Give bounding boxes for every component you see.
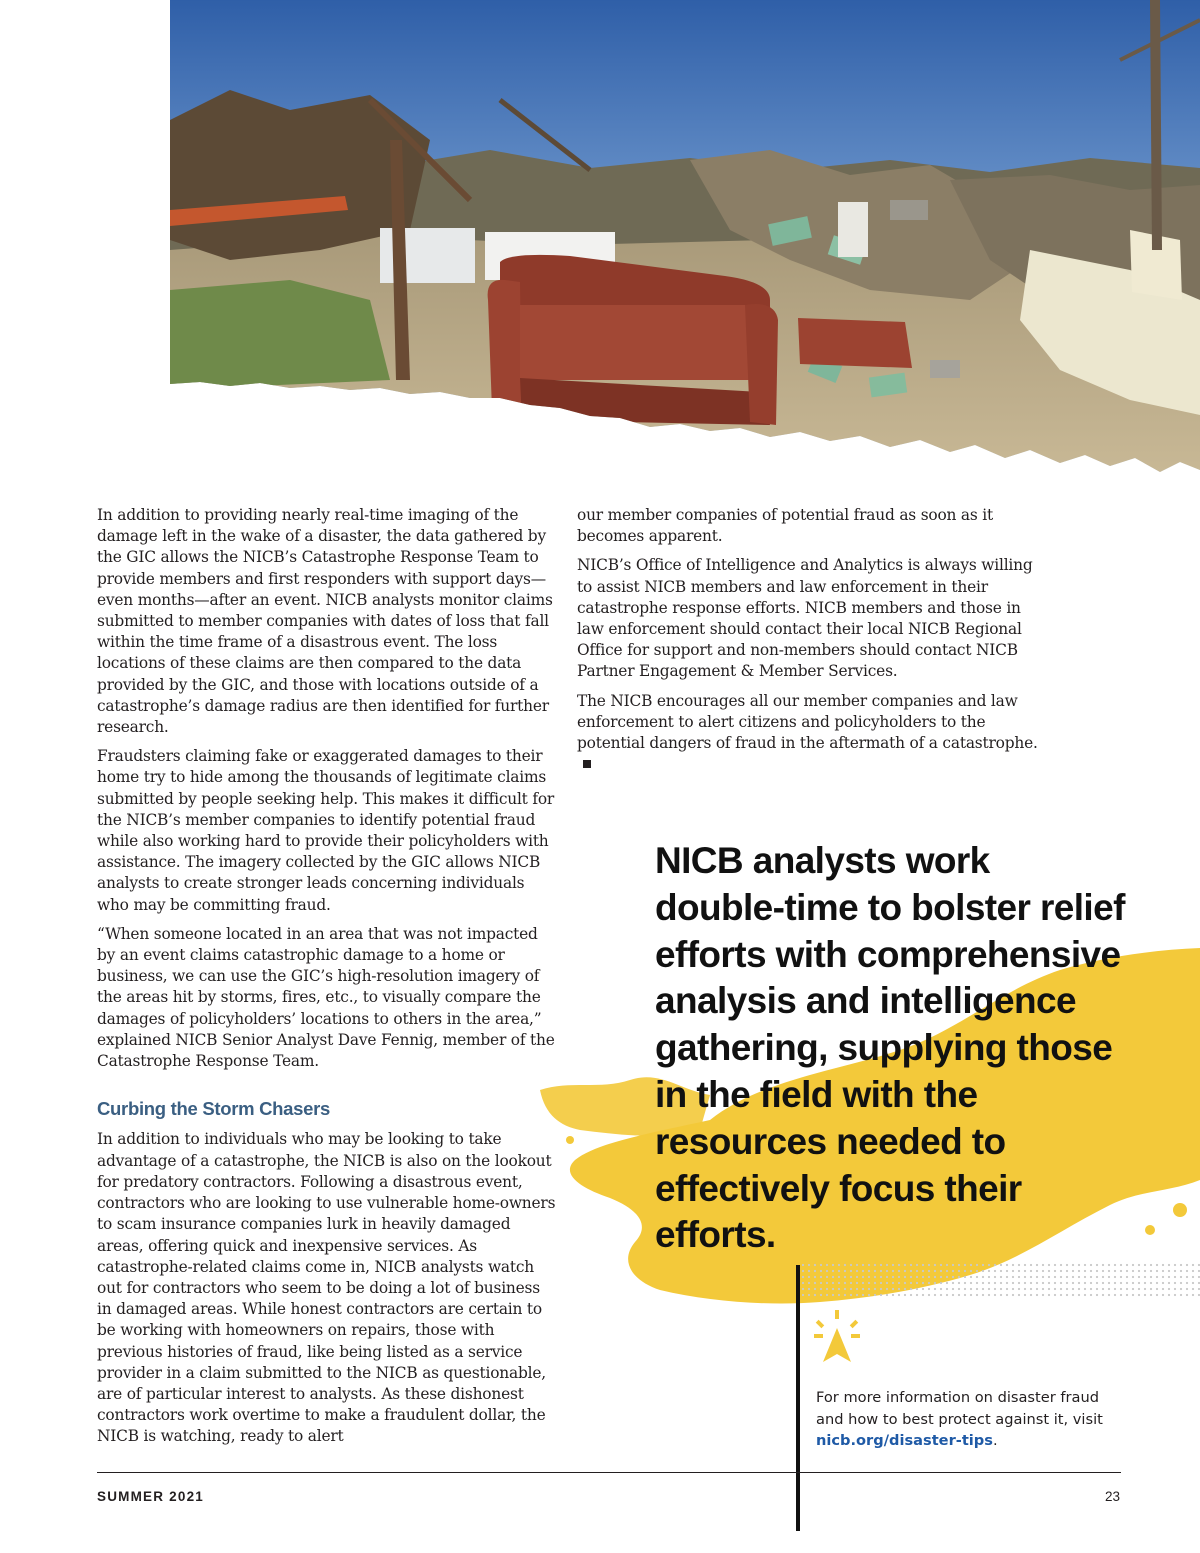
- closing-sentence: The NICB encourages all our member companies and law enforcement to alert citizens and policyholders to the potential dangers of fraud in the aftermath of a catastrophe.: [577, 691, 1038, 753]
- disaster-tips-link[interactable]: nicb.org/disaster-tips: [816, 1432, 993, 1449]
- info-box-text: [816, 1387, 1121, 1452]
- body-paragraph: NICB’s Office of Intelligence and Analytics is always willing to assist NICB members and law enforcement in their catastrophe response efforts. NICB members and those in law enforcement should contact their local NICB Regional Office for support and non-members should contact NICB Partner Engagement & Member Services.: [577, 556, 1033, 681]
- info-text-lead: For more information on disaster fraud and how to best protect against it, visit: [816, 1389, 1103, 1428]
- section-subhead: Curbing the Storm Chasers: [97, 1098, 331, 1120]
- issue-label: SUMMER 2021: [97, 1489, 204, 1504]
- body-paragraph: [577, 691, 1039, 776]
- footer-rule: [97, 1472, 1121, 1473]
- lightbulb-icon: [812, 1310, 862, 1366]
- body-paragraph: our member companies of potential fraud as soon as it becomes apparent.: [577, 506, 994, 546]
- page-number: 23: [1104, 1489, 1120, 1504]
- info-box-rule: [796, 1265, 800, 1531]
- end-mark-icon: [583, 760, 591, 768]
- info-text-end: .: [992, 1432, 998, 1449]
- body-paragraph: In addition to individuals who may be looking to take advantage of a catastrophe, the NICB is also on the lookout for predatory contractors. Following a disastrous event, contractors who are looking to use vulnerable home-owners to scam insurance companies lurk in heavily damaged areas, offering quick and inexpensive services. As catastrophe-related claims come in, NICB analysts watch out for contractors who seem to be doing a lot of business in damaged areas. While honest contractors are certain to be working with homeowners on repairs, those with previous histories of fraud, like being listed as a service provider in a claim submitted to the NICB as questionable, are of particular interest to analysts. As these dishonest contractors work overtime to make a fraudulent dollar, the NICB is watching, ready to alert: [97, 1130, 556, 1446]
- dot-pattern: [800, 1262, 1200, 1298]
- article-right-column: [577, 505, 1039, 783]
- body-paragraph: “When someone located in an area that was not impacted by an event claims catastrophic damage to a home or business, we can use the GIC’s high-resolution imagery of the areas hit by storms, fires, etc., to visually compare the damages of policyholders’ locations to others in the area,” explained NICB Senior Analyst Dave Fennig, member of the Catastrophe Response Team.: [97, 924, 555, 1071]
- hero-photo: [170, 0, 1200, 480]
- article-left-column: [97, 505, 559, 1456]
- pull-quote: NICB analysts work double-time to bolster relief efforts with comprehensive analysis and intelligence gathering, supplying those in the field with the resources needed to effectively focus their efforts.: [655, 840, 1125, 1256]
- body-paragraph: Fraudsters claiming fake or exaggerated damages to their home try to hide among the thousands of legitimate claims submitted by people seeking help. This makes it difficult for the NICB’s member companies to identify potential fraud while also working hard to provide their policyholders with assistance. The imagery collected by the GIC allows NICB analysts to create stronger leads concerning individuals who may be committing fraud.: [97, 747, 555, 914]
- body-paragraph: In addition to providing nearly real-time imaging of the damage left in the wake of a disaster, the data gathered by the GIC allows the NICB’s Catastrophe Response Team to provide members and first responders with support days—even months—after an event. NICB analysts monitor claims submitted to member companies with dates of loss that fall within the time frame of a disastrous event. The loss locations of these claims are then compared to the data provided by the GIC, and those with locations outside of a catastrophe’s damage radius are then identified for further research.: [97, 506, 553, 737]
